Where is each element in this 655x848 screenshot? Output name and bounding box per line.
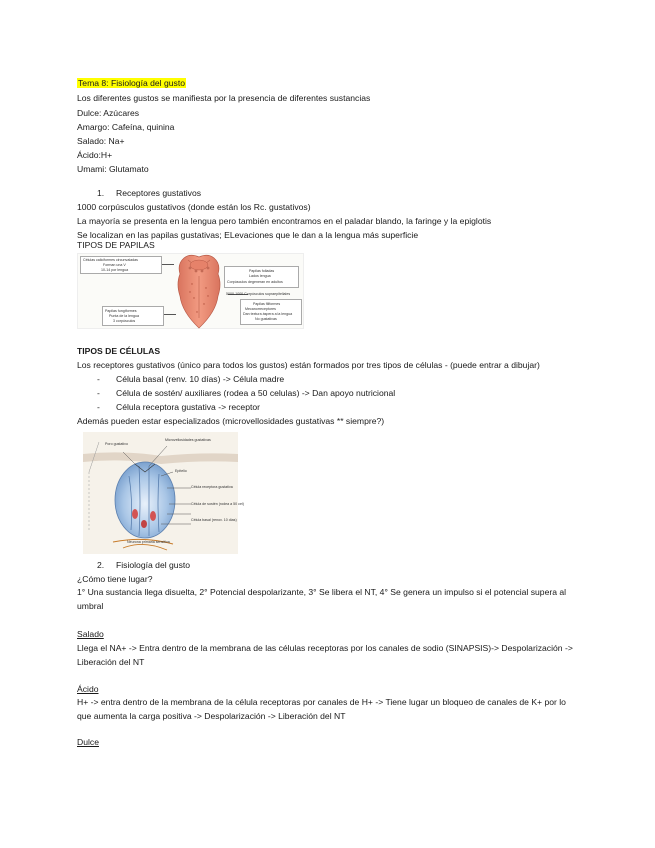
section2-number: 2.: [97, 560, 105, 570]
figure-label: Punta de la lengua: [109, 314, 139, 318]
intro-line: Ácido:H+: [77, 150, 113, 160]
figure-label: Papilas foliadas: [249, 269, 275, 273]
label-box-filiformes: [240, 299, 302, 325]
figure-label: Lados lengua: [249, 274, 271, 278]
section2-question: ¿Cómo tiene lugar?: [77, 574, 153, 584]
section1-heading: Receptores gustativos: [116, 188, 202, 198]
figure-label: Epitelio: [175, 469, 187, 473]
bullet-dash: -: [97, 402, 100, 412]
figure-label: Célula de sostén (rodea a 50 cel): [191, 502, 244, 506]
figure-label: Célula basal (renov. 10 días): [191, 518, 237, 522]
figure-label: 10-14 por lengua: [101, 268, 129, 272]
figure-label: Neurona primaria sensitiva: [127, 540, 170, 544]
section2-answer: 1° Una sustancia llega disuelta, 2° Potencial despolarizante, 3° Se libera el NT, 4° Se genera un impulso si el potencial supera al: [77, 587, 567, 597]
papilas-figure: [77, 253, 304, 329]
cells-heading: TIPOS DE CÉLULAS: [77, 346, 161, 356]
figure-label: Corpúsculos degeneran en adultos: [227, 280, 283, 284]
acido-line: H+ -> entra dentro de la membrana de la célula receptoras por canales de H+ -> Tiene lugar un bloqueo de canales de K+ por lo: [77, 697, 566, 707]
figure-label: Papilas filiformes: [253, 302, 281, 306]
label-box-foliadas: [224, 266, 299, 288]
tongue-illustration: [166, 254, 232, 330]
intro-line: Amargo: Cafeína, quinina: [77, 122, 175, 132]
section1-line: 1000 corpúsculos gustativos (donde están los Rc. gustativos): [77, 202, 311, 212]
salado-line: Llega el NA+ -> Entra dentro de la membrana de las células receptoras por los canales de sodio (SINAPSIS)-> Despolarización ->: [77, 643, 573, 653]
taste-bud-illustration: [83, 432, 238, 554]
section1-line: La mayoría se presenta en la lengua pero también encontramos en el paladar blando, la faringe y la epiglotis: [77, 216, 492, 226]
intro-line: Salado: Na+: [77, 136, 125, 146]
figure-label: Papilas fungiformes: [105, 309, 137, 313]
title-highlight: Tema 8: Fisiología del gusto: [78, 78, 186, 88]
section1-number: 1.: [97, 188, 105, 198]
salado-heading: Salado: [77, 629, 104, 639]
figure-label: Dan textura áspera a la lengua: [243, 312, 293, 316]
figure-label: Poro gustativo: [105, 442, 128, 446]
acido-line: que aumenta la carga positiva -> Despolarización -> Liberación del NT: [77, 711, 346, 721]
figure-label: Microvellosidades gustativas: [165, 438, 211, 442]
salado-line: Liberación del NT: [77, 657, 145, 667]
label-box-circunvaladas: [80, 256, 162, 274]
section1-line: Se localizan en las papilas gustativas; ELevaciones que le dan a la lengua más superficie: [77, 230, 419, 240]
figure-label: 5000-1000 Corpúsculos supraepiteliales: [226, 292, 291, 296]
dulce-heading: Dulce: [77, 737, 99, 747]
figure-label: Célula receptora gustativa: [191, 485, 233, 489]
figure-label: Forman una V: [103, 263, 126, 267]
intro-line: Los diferentes gustos se manifiesta por la presencia de diferentes sustancias: [77, 93, 371, 103]
acido-heading: Ácido: [77, 684, 99, 694]
page-title: [77, 78, 186, 89]
papilas-heading: TIPOS DE PAPILAS: [77, 240, 155, 250]
figure-label: Mecanorreceptores: [245, 307, 276, 311]
cells-intro: Los receptores gustativos (único para todos los gustos) están formados por tres tipos de células - (puede entrar a dibujar): [77, 360, 540, 370]
figure-label: 3 corpúsculos: [113, 319, 136, 323]
taste-bud-figure: [83, 432, 244, 554]
figure-label: Células caliciformes circunvaladas: [83, 258, 138, 262]
cells-list-item: Célula receptora gustativa -> receptor: [116, 402, 261, 412]
cells-list-item: Célula basal (renv. 10 días) -> Célula madre: [116, 374, 285, 384]
intro-line: Dulce: Azúcares: [77, 108, 140, 118]
figure-label: No gustativas: [255, 317, 277, 321]
bullet-dash: -: [97, 374, 100, 384]
intro-line: Umami: Glutamato: [77, 164, 149, 174]
bullet-dash: -: [97, 388, 100, 398]
section2-answer: umbral: [77, 601, 104, 611]
section2-heading: Fisiología del gusto: [116, 560, 191, 570]
label-box-fungiformes: [102, 306, 164, 326]
cells-list-item: Célula de sostén/ auxiliares (rodea a 50 celulas) -> Dan apoyo nutricional: [116, 388, 396, 398]
cells-extra: Además pueden estar especializados (microvellosidades gustativas ** siempre?): [77, 416, 385, 426]
